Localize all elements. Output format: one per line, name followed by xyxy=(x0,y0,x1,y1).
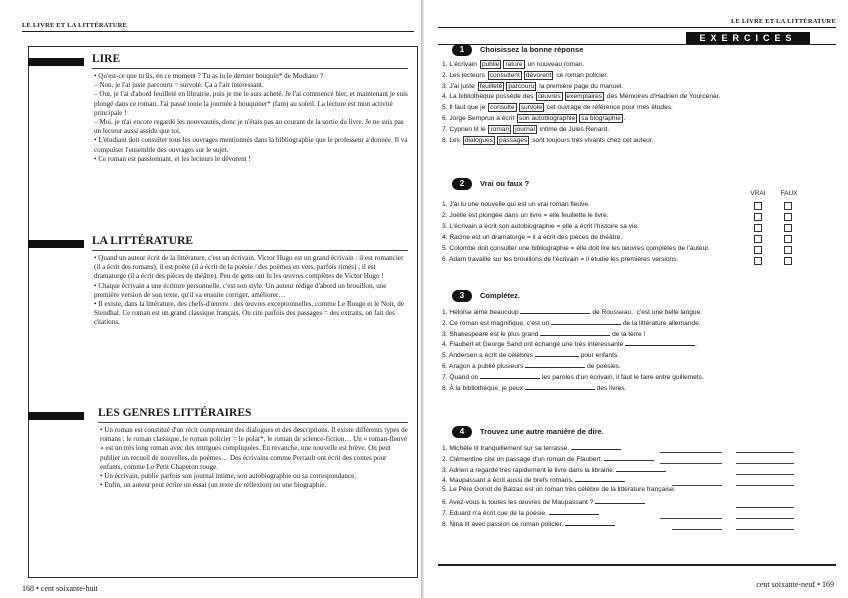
paragraph: • Quand un auteur écrit de la littérature, c'est un écrivain. Victor Hugo est un grand écrivain : il est romancier (il a écrit des romans), il est poète (il a écrit de la poésie / des poèmes en vers, parfois rimés) ; il est dramaturge (il a écrit des pièces de théâtre). Peu de gens ont lu les œuvres complètes de Victor Hugo ! xyxy=(94,254,404,281)
section-genres-rule xyxy=(98,422,408,423)
option-box[interactable]: dévorent xyxy=(525,71,552,79)
false-column-header: FAUX xyxy=(780,190,798,197)
answer-line xyxy=(660,452,722,453)
exercise-1-item: 4. La bibliothèque possède des œuvres exemplaires des Mémoires d'Hadrien de Yourcenar. xyxy=(442,93,721,101)
paragraph: – Moi, je n'ai encore regardé les nouveautés, donc je n'étais pas au courant de la sortie du livre. Je ne suis pas un lecteur aussi assidu que toi. xyxy=(94,118,404,136)
section-genres-bar xyxy=(28,412,84,420)
true-checkbox[interactable] xyxy=(754,202,762,210)
exercise-4-heading xyxy=(452,426,604,438)
exercise-1-title: Choisissez la bonne réponse xyxy=(480,45,584,54)
section-litterature-rule xyxy=(92,250,408,251)
answer-blank[interactable] xyxy=(604,453,654,461)
answer-blank[interactable] xyxy=(595,496,645,504)
false-checkbox[interactable] xyxy=(784,257,792,265)
section-lire-title: LIRE xyxy=(92,53,121,65)
false-checkbox[interactable] xyxy=(784,213,792,221)
section-lire-text xyxy=(94,72,408,164)
section-litterature-text xyxy=(94,254,408,328)
exercise-3-item: 1. Héloïse aime beaucoup de Rousseau : c'est une belle langue. xyxy=(442,306,842,317)
exercises-banner: EXERCICES xyxy=(686,32,810,44)
exercise-3-items xyxy=(442,306,842,392)
answer-blank[interactable] xyxy=(535,349,579,357)
left-folio: 168 • cent soixante-huit xyxy=(22,584,98,593)
exercise-1-number: 1 xyxy=(452,44,472,56)
false-checkbox[interactable] xyxy=(784,246,792,254)
exercise-2-heading xyxy=(452,178,529,190)
option-box[interactable]: dialogues xyxy=(464,136,494,144)
paragraph: • Un écrivain, publie parfois son journal intime, son autobiographie ou sa correspondance. xyxy=(100,472,357,481)
answer-blank[interactable] xyxy=(520,306,590,314)
section-litterature-bar xyxy=(28,240,84,248)
exercise-4-number: 4 xyxy=(452,426,472,438)
answer-blank[interactable] xyxy=(540,328,610,336)
exercise-3-item: 7. Quand on les paroles d'un écrivain, il faut le faire entre guillemets. xyxy=(442,371,842,382)
exercise-1-item: 2. Les lecteurs consultent dévorent ce roman policier. xyxy=(442,71,608,79)
exercise-3-item: 8. À la bibliothèque, je peux des livres. xyxy=(442,382,842,393)
exercise-4-item: 7. Eduard n'a écrit cue de la poésie. xyxy=(442,507,842,518)
exercise-4-item: 3. Adrien a regardé très rapidement le livre dans la librairie. xyxy=(442,464,842,475)
exercise-2-number: 2 xyxy=(452,178,472,190)
paragraph: • Qu'est-ce que tu lis, en ce moment ? Tu as lu le dernier bouquin* de Modiano ? xyxy=(94,72,324,80)
exercise-1-item: 6. Jorge Semprun a écrit son autobiographie sa biographie . xyxy=(442,114,626,122)
answer-line xyxy=(736,529,794,530)
true-column-header: VRAI xyxy=(750,190,766,197)
answer-line xyxy=(672,485,722,486)
exercise-1-item: 8. Les dialogues passages sont toujours très vivants chez cet auteur. xyxy=(442,136,654,144)
exercise-3-item: 6. Aragon a publié plusieurs de poésies. xyxy=(442,360,842,371)
option-box[interactable]: publie xyxy=(481,61,500,68)
exercise-4-item: 5. Le Père Goriot de Balzac est un roman très célèbre de la littérature française. xyxy=(442,486,676,494)
answer-blank[interactable] xyxy=(565,518,615,526)
right-running-rule xyxy=(438,27,836,28)
exercise-3-item: 3. Shakespeare est le plus grand de la terre ! xyxy=(442,328,842,339)
exercise-4-item: 4. Maupassant a écrit aussi de brefs romans. xyxy=(442,474,842,485)
exercise-3-item: 2. Ce roman est magnifique, c'est un de la littérature allemande. xyxy=(442,317,842,328)
answer-blank[interactable] xyxy=(525,360,585,368)
answer-line xyxy=(736,518,794,519)
right-folio: cent soixante-neuf • 169 xyxy=(756,580,834,589)
option-box[interactable]: roman xyxy=(490,125,510,133)
right-running-head: LE LIVRE ET LA LITTÉRATURE xyxy=(730,18,836,25)
true-checkbox[interactable] xyxy=(754,257,762,265)
section-lire-rule xyxy=(92,68,408,69)
answer-blank[interactable] xyxy=(549,507,599,515)
exercise-4-item: 8. Nina lit avec passion ce roman policier. xyxy=(442,518,842,529)
right-page xyxy=(424,0,848,598)
answer-line xyxy=(660,463,722,464)
option-box[interactable]: exemplaires xyxy=(566,93,603,101)
answer-blank[interactable] xyxy=(480,371,540,379)
section-lire-bar xyxy=(28,58,84,66)
exercise-3-item: 4. Flaubert et George Sand ont échangé une très intéressante . xyxy=(442,338,842,349)
paragraph: • Il existe, dans la littérature, des chefs-d'œuvre : des œuvres exceptionnelles, comme Le Rouge et le Noir, de Stendhal. Ce roman est un grand classique français. On cite parfois des passages = des extraits, on fait des citations. xyxy=(94,300,404,327)
exercise-4-item: 1. Michèle lit tranquillement sur sa terrasse. xyxy=(442,442,842,453)
answer-blank[interactable] xyxy=(571,442,621,450)
answer-line xyxy=(660,518,722,519)
answer-blank[interactable] xyxy=(551,317,621,325)
answer-line xyxy=(736,452,794,453)
option-box[interactable]: passages xyxy=(499,136,528,144)
true-false-row: 1. J'ai lu une nouvelle qui est un vrai roman fleuve. xyxy=(442,200,848,211)
exercise-4-title: Trouvez une autre manière de dire. xyxy=(480,427,604,436)
paragraph: • Ce roman est passionnant, et les lecteurs le dévorent ! xyxy=(94,154,251,163)
option-box[interactable]: parcouru xyxy=(508,82,535,90)
exercise-3-heading xyxy=(452,290,520,302)
exercise-3-title: Complétez. xyxy=(480,291,521,300)
option-box[interactable]: feuilleté xyxy=(479,82,503,90)
false-checkbox[interactable] xyxy=(784,224,792,232)
exercise-1-item: 7. Cyprien lit le roman journal intime de Jules Renard. xyxy=(442,125,610,133)
paragraph: • Enfin, un auteur peut écrire un essai (un texte de réflexion) ou une biographie. xyxy=(100,481,327,490)
true-checkbox[interactable] xyxy=(754,224,762,232)
answer-line xyxy=(672,529,722,530)
exercise-3-item: 5. Andersen a écrit de célèbres pour enfants. xyxy=(442,349,842,360)
left-running-head: LE LIVRE ET LA LITTÉRATURE xyxy=(22,22,128,29)
true-false-row: 4. Racine est un dramaturge = il a écrit des pièces de théâtre. xyxy=(442,233,848,244)
option-box[interactable]: consulte xyxy=(490,104,515,112)
answer-line xyxy=(736,463,794,464)
option-box[interactable]: son autobiographie xyxy=(519,114,576,122)
true-checkbox[interactable] xyxy=(754,246,762,254)
exercise-3-number: 3 xyxy=(452,290,472,302)
answer-blank[interactable] xyxy=(616,464,666,472)
false-checkbox[interactable] xyxy=(784,202,792,210)
exercise-1-item: 1. L'écrivain publie rature un nouveau roman. xyxy=(442,61,585,68)
exercise-1-item: 5. Il faut que je consulte survole cet ouvrage de référence pour mes études. xyxy=(442,104,673,112)
option-box[interactable]: sa biographie xyxy=(581,114,621,122)
answer-line xyxy=(736,474,794,475)
option-box[interactable]: rature xyxy=(505,61,523,68)
true-false-row: 2. Joëlle est plongée dans un livre = elle feuillette le livre. xyxy=(442,211,848,222)
exercise-1-heading xyxy=(452,44,583,56)
answer-blank[interactable] xyxy=(575,474,625,482)
answer-line xyxy=(736,485,794,486)
exercise-2-title: Vrai ou faux ? xyxy=(480,179,530,188)
paragraph: – Non, je l'ai juste parcouru = survolé. Ça a l'air intéressant. xyxy=(94,81,264,90)
section-genres-title: LES GENRES LITTÉRAIRES xyxy=(98,407,252,419)
exercise-2-items xyxy=(442,200,848,270)
option-box[interactable]: journal xyxy=(515,125,535,133)
option-box[interactable]: consultent xyxy=(489,71,520,79)
answer-blank[interactable] xyxy=(525,382,595,390)
true-false-row: 3. L'écrivain a écrit son autobiographie = elle a écrit l'histoire sa vie. xyxy=(442,222,848,233)
answer-line xyxy=(736,507,794,508)
option-box[interactable]: survole xyxy=(520,104,542,112)
answer-blank[interactable] xyxy=(625,338,695,346)
left-running-rule xyxy=(22,31,414,32)
exercise-4-item: 2. Clémentine cite un passage d'un roman de Flaubert. xyxy=(442,453,842,464)
exercise-4-item: 6. Avez-vous lu toutes les œuvres de Maupassant ? xyxy=(442,496,842,507)
true-checkbox[interactable] xyxy=(754,213,762,221)
exercise-1-items xyxy=(442,60,842,146)
paragraph: – Oui, je l'ai d'abord feuilleté en librairie, puis je me le suis acheté. Je l'ai commencé hier, et maintenant je suis plongé dans ce roman. J'ai passé toute la journée à bouquiner* (fam) au soleil. La lecture est mon activité principale ! xyxy=(94,90,408,117)
true-false-row: 6. Adam travaille sur les brouillons de l'écrivain = il étudie les premières versions. xyxy=(442,255,848,266)
section-litterature-title: LA LITTÉRATURE xyxy=(92,235,194,247)
right-footer-rule xyxy=(438,564,836,566)
paragraph: • L'étudiant doit consulter tous les ouvrages mentionnés dans la bibliographie que le professeur a donnée. Il va compulser l'ensemble des ouvrages sur le sujet. xyxy=(94,136,408,154)
paragraph: • Chaque écrivain a une écriture personnelle, c'est son style. Un auteur rédige d'abord un brouillon, une première version de son texte, qu'il va ensuite corriger, améliorer… xyxy=(94,281,387,299)
paragraph: • Un roman est constitué d'un récit comprenant des dialogues et des descriptions. Il existe différents types de romans : le roman classique, le roman policier = le polar*, le roman de science-fiction… Un « roman-fleuve » est un très long roman avec des intrigues compliquées. En revanche, une nouvelle est brève. On peut publier un recueil de nouvelles, de poèmes… Des écrivains comme Perrault ont écrit des contes pour enfants, comme Le Petit Chaperon rouge. xyxy=(100,426,408,471)
exercise-1-item: 3. J'ai juste feuilleté parcouru la première page du manuel. xyxy=(442,82,624,90)
option-box[interactable]: œuvres xyxy=(538,93,561,101)
section-genres-text xyxy=(100,426,408,490)
true-checkbox[interactable] xyxy=(754,235,762,243)
true-false-row: 5. Colombe doit consulter une bibliographie = elle doit lire les œuvres complètes de l'auteur. xyxy=(442,244,848,255)
false-checkbox[interactable] xyxy=(784,235,792,243)
